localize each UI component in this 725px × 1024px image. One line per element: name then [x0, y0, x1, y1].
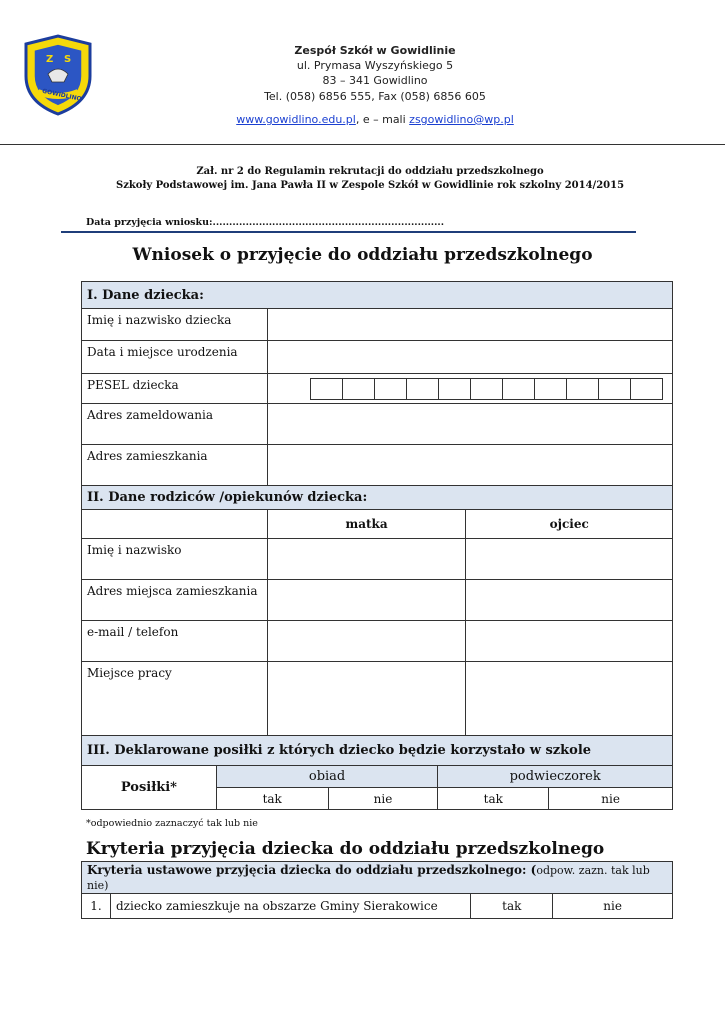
date-received-line: Data przyjęcia wniosku:...................................................................... — [86, 217, 445, 228]
meals-label: Posiłki* — [82, 766, 217, 810]
statutory-criteria-note: odpow. zazn. tak lub nie) — [87, 864, 650, 892]
criteria-row-number: 1. — [82, 894, 111, 919]
residence-address-label: Adres zamieszkania — [82, 445, 268, 486]
child-name-field[interactable] — [267, 309, 672, 341]
section1-title: I. Dane dziecka: — [82, 282, 673, 309]
mother-address-field[interactable] — [267, 580, 466, 621]
criteria-row-text: dziecko zamieszkuje na obszarze Gminy Sierakowice — [110, 894, 470, 919]
date-divider — [61, 231, 636, 233]
section3-title: III. Deklarowane posiłki z których dziecko będzie korzystało w szkole — [82, 736, 673, 766]
pesel-label: PESEL dziecka — [82, 374, 268, 404]
school-name: Zespół Szkół w Gowidlinie — [294, 44, 456, 57]
school-phone: Tel. (058) 6856 555, Fax (058) 6856 605 — [264, 90, 486, 103]
meals-table — [81, 735, 673, 810]
school-street: ul. Prymasa Wyszyńskiego 5 — [296, 59, 454, 72]
pesel-digit-box[interactable] — [566, 378, 599, 400]
school-logo — [18, 34, 98, 116]
child-birth-field[interactable] — [267, 341, 672, 374]
registered-address-label: Adres zameldowania — [82, 404, 268, 445]
snack-no-option[interactable]: nie — [549, 788, 673, 810]
school-city: 83 – 341 Gowidlino — [322, 74, 428, 87]
registered-address-field[interactable] — [267, 404, 672, 445]
footnote: *odpowiednio zaznaczyć tak lub nie — [86, 818, 258, 829]
parent-name-label: Imię i nazwisko — [82, 539, 268, 580]
criteria-title: Kryteria przyjęcia dziecka do oddziału przedszkolnego — [86, 839, 605, 859]
father-address-field[interactable] — [466, 580, 673, 621]
pesel-digit-box[interactable] — [630, 378, 663, 400]
parents-header-blank — [82, 510, 268, 539]
mother-contact-field[interactable] — [267, 621, 466, 662]
parent-workplace-label: Miejsce pracy — [82, 662, 268, 736]
pesel-digit-box[interactable] — [406, 378, 439, 400]
father-name-field[interactable] — [466, 539, 673, 580]
mother-name-field[interactable] — [267, 539, 466, 580]
pesel-digit-box[interactable] — [342, 378, 375, 400]
pesel-digit-box[interactable] — [470, 378, 503, 400]
svg-text:Z: Z — [46, 54, 54, 65]
father-contact-field[interactable] — [466, 621, 673, 662]
pesel-digit-box[interactable] — [598, 378, 631, 400]
pesel-field — [267, 374, 672, 404]
snack-yes-option[interactable]: tak — [438, 788, 549, 810]
mother-column-header: matka — [267, 510, 466, 539]
svg-text:S: S — [64, 54, 72, 65]
pesel-digit-box[interactable] — [438, 378, 471, 400]
website-link[interactable]: www.gowidlino.edu.pl — [236, 113, 356, 126]
pesel-digit-box[interactable] — [374, 378, 407, 400]
svg-text:GOWIDLINO: GOWIDLINO — [41, 87, 83, 103]
mother-workplace-field[interactable] — [267, 662, 466, 736]
criteria-yes-option[interactable]: tak — [471, 894, 553, 919]
section2-title: II. Dane rodziców /opiekunów dziecka: — [82, 486, 673, 510]
statutory-criteria-header — [82, 862, 673, 894]
attachment-line-2: Szkoły Podstawowej im. Jana Pawła II w Zespole Szkół w Gowidlinie rok szkolny 2014/2015 — [115, 180, 625, 191]
criteria-no-option[interactable]: nie — [553, 894, 673, 919]
snack-header: podwieczorek — [438, 766, 673, 788]
form-title: Wniosek o przyjęcie do oddziału przedszkolnego — [132, 245, 593, 265]
header-divider — [0, 144, 725, 145]
child-birth-label: Data i miejsce urodzenia — [82, 341, 268, 374]
father-workplace-field[interactable] — [466, 662, 673, 736]
lunch-yes-option[interactable]: tak — [216, 788, 328, 810]
parent-address-label: Adres miejsca zamieszkania — [82, 580, 268, 621]
email-link[interactable]: zsgowidlino@wp.pl — [409, 113, 514, 126]
pesel-digit-box[interactable] — [310, 378, 343, 400]
attachment-line-1: Zał. nr 2 do Regulamin rekrutacji do oddziału przedszkolnego — [196, 166, 544, 177]
lunch-header: obiad — [216, 766, 438, 788]
father-column-header: ojciec — [466, 510, 673, 539]
statutory-criteria-label: Kryteria ustawowe przyjęcia dziecka do oddziału przedszkolnego: ( — [87, 863, 537, 877]
criteria-table — [81, 861, 673, 919]
email-label: , e – mali — [355, 113, 410, 126]
child-parents-table — [81, 281, 673, 736]
pesel-digit-box[interactable] — [534, 378, 567, 400]
pesel-digit-box[interactable] — [502, 378, 535, 400]
parent-contact-label: e-mail / telefon — [82, 621, 268, 662]
lunch-no-option[interactable]: nie — [328, 788, 438, 810]
residence-address-field[interactable] — [267, 445, 672, 486]
school-contact — [180, 113, 570, 126]
child-name-label: Imię i nazwisko dziecka — [82, 309, 268, 341]
